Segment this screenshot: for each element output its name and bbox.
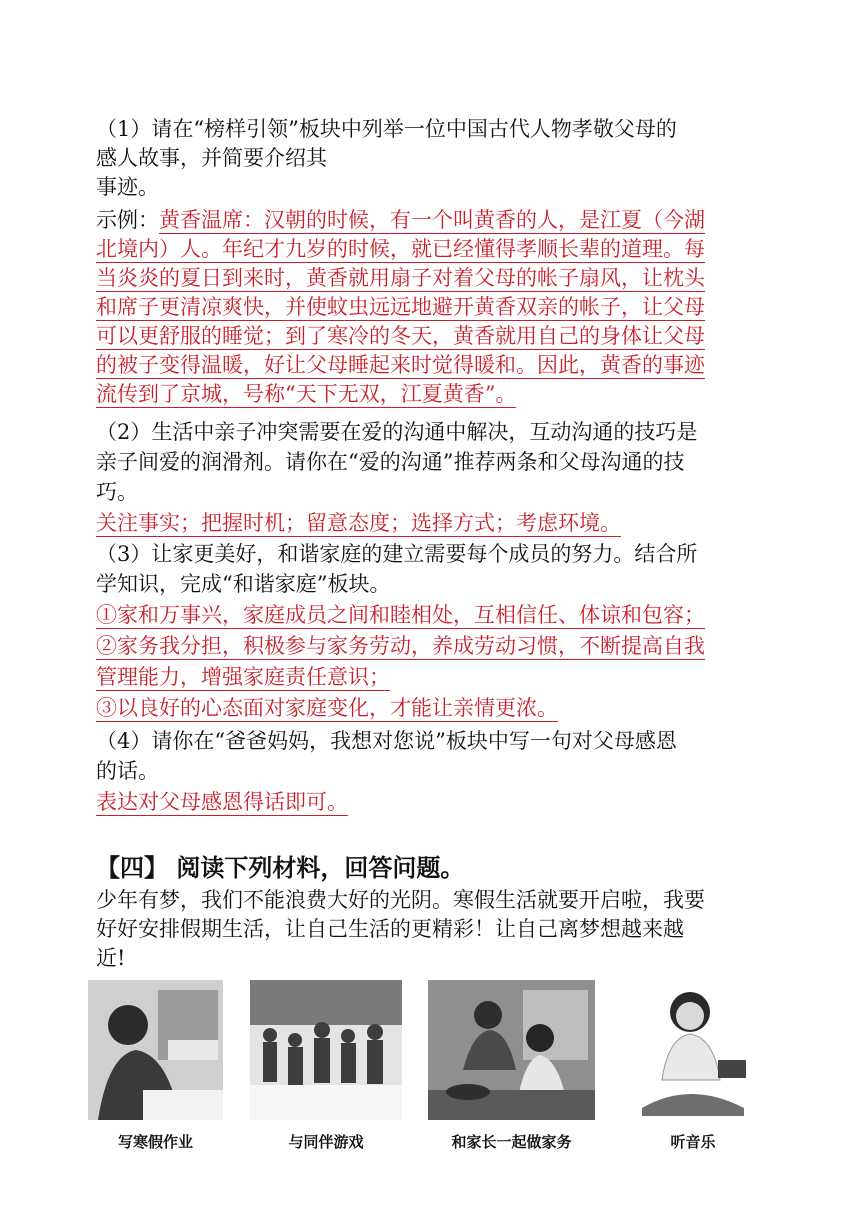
q2-question-line-2: 亲子间爱的润滑剂。请你在“爱的沟通”推荐两条和父母沟通的技 [96,450,685,474]
q2-question-line-3: 巧。 [96,480,138,504]
q1-answer-line [96,351,786,380]
q1-answer-line [96,322,786,351]
q4-question-line-2: 的话。 [96,759,159,783]
photo-caption: 写寒假作业 [117,1133,193,1151]
q1-question-line-1: （1）请在“榜样引领”板块中列举一位中国古代人物孝敬父母的 [96,117,677,141]
section-body-line-3: 近! [96,946,126,970]
q1-answer-text: 的被子变得温暖，好让父母睡起来时觉得暖和。因此，黄香的事迹 [96,353,705,377]
q3-answer-text: 管理能力，增强家庭责任意识； [96,665,390,689]
q1-answer-text: 可以更舒服的睡觉；到了寒冷的冬天，黄香就用自己的身体让父母 [96,324,705,348]
photo-caption: 与同伴游戏 [288,1133,364,1151]
q1-answer-line [96,206,786,235]
girl-doing-homework-photo [88,980,223,1120]
q3-answer-line [96,601,786,630]
q1-answer-line [96,264,786,293]
q1-answer-text: 和席子更清凉爽快，并使蚊虫远远地避开黄香双亲的帐子，让父母 [96,295,705,319]
q3-question-line-2: 学知识，完成“和谐家庭”板块。 [96,572,391,596]
q1-answer-line [96,235,786,264]
section-heading: 【四】 阅读下列材料，回答问题。 [96,854,465,882]
q3-answer-line [96,632,786,661]
q1-question-line-2: 感人故事，并简要介绍其 [96,146,327,170]
photo-caption: 和家长一起做家务 [451,1133,572,1151]
q3-answer-line [96,663,786,692]
section-body-line-1: 少年有梦，我们不能浪费大好的光阴。寒假生活就要开启啦，我要 [96,888,705,912]
q2-question-line-1: （2）生活中亲子冲突需要在爱的沟通中解决，互动沟通的技巧是 [96,420,698,444]
q4-answer-text: 表达对父母感恩得话即可。 [96,790,348,814]
q2-answer-line [96,509,786,538]
q3-answer-text: ②家务我分担，积极参与家务劳动，养成劳动习惯，不断提高自我 [96,634,705,658]
q1-question-line-3: 事迹。 [96,175,159,199]
family-cooking-photo [428,980,595,1120]
kids-playing-in-snow-photo [250,980,402,1120]
q3-answer-text: ①家和万事兴，家庭成员之间和睦相处，互相信任、体谅和包容； [96,603,705,627]
q3-answer-text: ③以良好的心态面对家庭变化，才能让亲情更浓。 [96,696,558,720]
q4-question-line-1: （4）请你在“爸爸妈妈，我想对您说”板块中写一句对父母感恩 [96,729,677,753]
q1-answer-text: 流传到了京城，号称“天下无双，江夏黄香”。 [96,382,517,406]
section-body-line-2: 好好安排假期生活，让自己生活的更精彩！让自己离梦想越来越 [96,917,684,941]
q4-answer-line [96,788,786,817]
photo-caption: 听音乐 [670,1133,716,1151]
q1-answer-line [96,293,786,322]
q1-answer-text: 当炎炎的夏日到来时，黄香就用扇子对着父母的帐子扇风，让枕头 [96,266,705,290]
q3-answer-line [96,694,786,723]
q3-question-line-1: （3）让家更美好，和谐家庭的建立需要每个成员的努力。结合所 [96,542,698,566]
example-prefix: 示例： [96,208,159,232]
q1-answer-text: 黄香温席：汉朝的时候，有一个叫黄香的人，是江夏（今湖 [159,208,705,232]
q2-answer-text: 关注事实；把握时机；留意态度；选择方式；考虑环境。 [96,511,621,535]
q1-answer-line [96,380,786,409]
girl-listening-music-photo [632,980,754,1120]
q1-answer-text: 北境内）人。年纪才九岁的时候，就已经懂得孝顺长辈的道理。每 [96,237,705,261]
